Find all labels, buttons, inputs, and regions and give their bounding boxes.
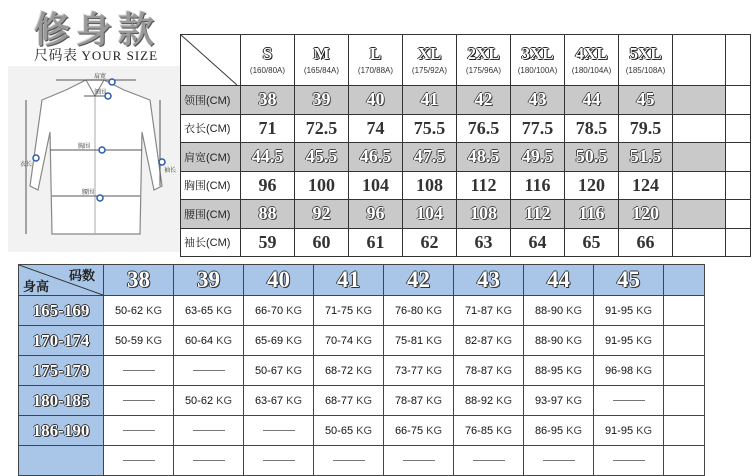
weight-range: 82-87 — [464, 334, 494, 347]
weight-unit: KG — [636, 424, 653, 437]
table-cell: 59 — [241, 228, 295, 257]
weight-unit: KG — [636, 334, 653, 347]
fit-cell — [314, 296, 384, 326]
table-cell: 72.5 — [295, 114, 349, 143]
empty-cell — [673, 35, 726, 86]
table-cell: 104 — [403, 200, 457, 229]
fit-cell — [524, 296, 594, 326]
fit-cell — [594, 386, 664, 416]
fit-row-height: 180-185 — [19, 386, 104, 416]
fit-row — [19, 356, 705, 386]
empty-cell — [673, 200, 726, 229]
garment-size-table — [180, 34, 751, 257]
fit-cell — [524, 416, 594, 446]
weight-unit: KG — [426, 334, 443, 347]
fit-cell — [174, 356, 244, 386]
fit-column-header: 44 — [524, 265, 594, 296]
fit-cell — [244, 386, 314, 416]
empty-cell — [726, 171, 751, 200]
empty-dash — [123, 460, 155, 461]
weight-range: 88-90 — [534, 304, 564, 317]
size-header: S (160/80A) — [241, 35, 295, 86]
table-row-collar — [181, 86, 751, 115]
fit-cell — [524, 386, 594, 416]
fit-row-height: 165-169 — [19, 296, 104, 326]
table-cell: 74 — [349, 114, 403, 143]
weight-unit: KG — [566, 334, 583, 347]
empty-cell — [664, 416, 705, 446]
table-cell: 100 — [295, 171, 349, 200]
weight-unit: KG — [216, 394, 233, 407]
table-cell: 45 — [619, 86, 673, 115]
table-cell: 116 — [565, 200, 619, 229]
fit-column-header: 42 — [384, 265, 454, 296]
table-cell: 51.5 — [619, 143, 673, 172]
weight-unit: KG — [636, 304, 653, 317]
fit-cell — [104, 446, 174, 476]
fit-cell — [104, 356, 174, 386]
empty-dash — [473, 460, 505, 461]
table-cell: 116 — [511, 171, 565, 200]
corner-diagonal — [181, 35, 237, 85]
table-cell: 92 — [295, 200, 349, 229]
fit-cell — [104, 296, 174, 326]
fit-row — [19, 326, 705, 356]
fit-row — [19, 416, 705, 446]
fit-cell — [104, 386, 174, 416]
table-cell: 108 — [403, 171, 457, 200]
table-cell: 112 — [511, 200, 565, 229]
table-cell: 47.5 — [403, 143, 457, 172]
fit-column-header: 41 — [314, 265, 384, 296]
table-cell: 120 — [565, 171, 619, 200]
weight-unit: KG — [286, 334, 303, 347]
fit-cell — [384, 296, 454, 326]
fit-cell — [524, 446, 594, 476]
weight-range: 50-67 — [254, 364, 284, 377]
fit-cell — [454, 326, 524, 356]
weight-range: 63-67 — [254, 394, 284, 407]
weight-range: 71-87 — [464, 304, 494, 317]
empty-dash — [263, 460, 295, 461]
empty-cell — [673, 114, 726, 143]
empty-cell — [664, 296, 705, 326]
weight-range: 88-92 — [464, 394, 494, 407]
fit-column-header: 45 — [594, 265, 664, 296]
fit-cell — [454, 416, 524, 446]
fit-header-row — [19, 265, 705, 296]
fit-cell — [594, 356, 664, 386]
fit-column-header: 38 — [104, 265, 174, 296]
table-cell: 120 — [619, 200, 673, 229]
weight-range: 91-95 — [604, 304, 634, 317]
table-row-shoulder — [181, 143, 751, 172]
empty-dash — [123, 430, 155, 431]
weight-unit: KG — [356, 394, 373, 407]
table-cell: 43 — [511, 86, 565, 115]
weight-unit: KG — [356, 334, 373, 347]
weight-range: 93-97 — [534, 394, 564, 407]
table-cell: 39 — [295, 86, 349, 115]
fit-cell — [384, 326, 454, 356]
empty-dash — [123, 370, 155, 371]
size-header: 2XL (175/96A) — [457, 35, 511, 86]
diagram-label-length: 衣长 — [20, 162, 33, 168]
weight-range: 60-64 — [184, 334, 214, 347]
weight-range: 86-95 — [534, 424, 564, 437]
fit-column-header: 40 — [244, 265, 314, 296]
fit-cell — [314, 446, 384, 476]
fit-table-corner — [19, 265, 104, 296]
fit-cell — [174, 326, 244, 356]
fit-cell — [454, 386, 524, 416]
table-cell: 50.5 — [565, 143, 619, 172]
fit-cell — [174, 296, 244, 326]
table-cell: 71 — [241, 114, 295, 143]
page-subtitle — [34, 45, 158, 65]
table-cell: 62 — [403, 228, 457, 257]
fit-cell — [384, 386, 454, 416]
table-cell: 112 — [457, 171, 511, 200]
weight-range: 88-95 — [534, 364, 564, 377]
fit-row-height: 175-179 — [19, 356, 104, 386]
corner-label-size: 码数 — [68, 268, 95, 283]
table-cell: 63 — [457, 228, 511, 257]
fit-cell — [314, 416, 384, 446]
weight-unit: KG — [496, 424, 513, 437]
empty-cell — [664, 265, 705, 296]
fit-cell — [244, 416, 314, 446]
fit-cell — [454, 446, 524, 476]
weight-unit: KG — [216, 334, 233, 347]
fit-cell — [174, 416, 244, 446]
row-label: 胸围(CM) — [181, 171, 241, 200]
table-row-length — [181, 114, 751, 143]
weight-range: 91-95 — [604, 334, 634, 347]
size-header: L (170/88A) — [349, 35, 403, 86]
empty-cell — [664, 386, 705, 416]
empty-dash — [193, 430, 225, 431]
weight-unit: KG — [426, 304, 443, 317]
row-label: 衣长(CM) — [181, 114, 241, 143]
table-cell: 75.5 — [403, 114, 457, 143]
weight-range: 78-87 — [394, 394, 424, 407]
empty-cell — [664, 326, 705, 356]
table-cell: 64 — [511, 228, 565, 257]
table-cell: 61 — [349, 228, 403, 257]
fit-cell — [174, 446, 244, 476]
weight-unit: KG — [566, 394, 583, 407]
weight-unit: KG — [146, 304, 163, 317]
table-cell: 41 — [403, 86, 457, 115]
table-cell: 38 — [241, 86, 295, 115]
row-label: 腰围(CM) — [181, 200, 241, 229]
empty-dash — [543, 460, 575, 461]
subtitle-cn: 尺码表 — [34, 49, 78, 64]
weight-range: 68-77 — [324, 394, 354, 407]
weight-range: 65-69 — [254, 334, 284, 347]
diagram-label-collar: 领围 — [94, 90, 107, 96]
table-cell: 44.5 — [241, 143, 295, 172]
empty-dash — [613, 460, 645, 461]
shirt-measurement-diagram — [8, 66, 180, 252]
fit-cell — [244, 446, 314, 476]
table-cell: 60 — [295, 228, 349, 257]
weight-range: 70-74 — [324, 334, 354, 347]
fit-column-header: 43 — [454, 265, 524, 296]
fit-recommendation-table — [18, 264, 705, 476]
weight-unit: KG — [286, 304, 303, 317]
weight-range: 76-80 — [394, 304, 424, 317]
weight-unit: KG — [566, 424, 583, 437]
weight-unit: KG — [356, 364, 373, 377]
diagram-label-shoulder: 肩宽 — [94, 74, 107, 80]
table-cell: 45.5 — [295, 143, 349, 172]
fit-cell — [454, 296, 524, 326]
empty-cell — [726, 200, 751, 229]
table-row-waist — [181, 200, 751, 229]
table-cell: 78.5 — [565, 114, 619, 143]
table-cell: 48.5 — [457, 143, 511, 172]
size-header-row — [181, 35, 751, 86]
weight-unit: KG — [496, 304, 513, 317]
table-cell: 44 — [565, 86, 619, 115]
fit-row — [19, 446, 705, 476]
weight-range: 50-62 — [184, 394, 214, 407]
weight-range: 91-95 — [604, 424, 634, 437]
weight-unit: KG — [426, 364, 443, 377]
table-cell: 104 — [349, 171, 403, 200]
table-cell: 46.5 — [349, 143, 403, 172]
weight-range: 96-98 — [604, 364, 634, 377]
size-header: XL (175/92A) — [403, 35, 457, 86]
table-cell: 79.5 — [619, 114, 673, 143]
table-cell: 76.5 — [457, 114, 511, 143]
weight-unit: KG — [636, 364, 653, 377]
weight-unit: KG — [566, 364, 583, 377]
fit-cell — [104, 416, 174, 446]
corner-label-height: 身高 — [23, 279, 50, 294]
weight-range: 88-90 — [534, 334, 564, 347]
diagram-label-sleeve: 袖长 — [164, 168, 177, 174]
fit-cell — [174, 386, 244, 416]
fit-column-header: 39 — [174, 265, 244, 296]
weight-unit: KG — [356, 424, 373, 437]
table-cell: 66 — [619, 228, 673, 257]
table-cell: 124 — [619, 171, 673, 200]
empty-dash — [193, 460, 225, 461]
fit-cell — [244, 326, 314, 356]
size-header: 3XL (180/100A) — [511, 35, 565, 86]
weight-range: 50-59 — [114, 334, 144, 347]
weight-unit: KG — [356, 304, 373, 317]
weight-unit: KG — [496, 364, 513, 377]
table-cell: 88 — [241, 200, 295, 229]
fit-cell — [314, 326, 384, 356]
row-label: 领围(CM) — [181, 86, 241, 115]
empty-cell — [726, 35, 751, 86]
weight-range: 63-65 — [184, 304, 214, 317]
empty-cell — [673, 171, 726, 200]
weight-range: 68-72 — [324, 364, 354, 377]
weight-range: 50-65 — [324, 424, 354, 437]
fit-cell — [524, 326, 594, 356]
table-cell: 49.5 — [511, 143, 565, 172]
empty-dash — [263, 430, 295, 431]
fit-cell — [384, 446, 454, 476]
weight-unit: KG — [146, 334, 163, 347]
weight-unit: KG — [426, 394, 443, 407]
fit-cell — [454, 356, 524, 386]
size-header: 4XL (180/104A) — [565, 35, 619, 86]
empty-dash — [613, 400, 645, 401]
table-cell: 77.5 — [511, 114, 565, 143]
weight-range: 71-75 — [324, 304, 354, 317]
table-row-chest — [181, 171, 751, 200]
weight-unit: KG — [286, 364, 303, 377]
empty-dash — [403, 460, 435, 461]
diagram-label-chest: 胸围 — [78, 144, 91, 150]
fit-cell — [384, 356, 454, 386]
table-cell: 40 — [349, 86, 403, 115]
table-cell: 42 — [457, 86, 511, 115]
empty-dash — [193, 370, 225, 371]
empty-dash — [123, 400, 155, 401]
weight-range: 66-70 — [254, 304, 284, 317]
table-cell: 96 — [349, 200, 403, 229]
weight-range: 73-77 — [394, 364, 424, 377]
fit-cell — [524, 356, 594, 386]
empty-cell — [664, 356, 705, 386]
table-corner — [181, 35, 241, 86]
weight-range: 76-85 — [464, 424, 494, 437]
empty-cell — [664, 446, 705, 476]
fit-cell — [384, 416, 454, 446]
empty-cell — [726, 228, 751, 257]
page-title: 修身款 — [34, 10, 161, 50]
diagram-label-waist: 腰围 — [82, 190, 95, 196]
subtitle-en: YOUR SIZE — [81, 48, 159, 63]
weight-range: 66-75 — [394, 424, 424, 437]
fit-row-height — [19, 446, 104, 476]
fit-cell — [594, 326, 664, 356]
empty-cell — [726, 114, 751, 143]
empty-cell — [726, 143, 751, 172]
empty-cell — [673, 228, 726, 257]
table-cell: 108 — [457, 200, 511, 229]
fit-cell — [244, 356, 314, 386]
fit-cell — [104, 326, 174, 356]
fit-row-height: 186-190 — [19, 416, 104, 446]
weight-unit: KG — [426, 424, 443, 437]
fit-cell — [314, 386, 384, 416]
weight-unit: KG — [496, 394, 513, 407]
row-label: 肩宽(CM) — [181, 143, 241, 172]
fit-row-height: 170-174 — [19, 326, 104, 356]
table-cell: 65 — [565, 228, 619, 257]
size-header: 5XL (185/108A) — [619, 35, 673, 86]
weight-unit: KG — [566, 304, 583, 317]
weight-range: 78-87 — [464, 364, 494, 377]
shirt-illustration — [8, 66, 180, 252]
table-row-sleeve — [181, 228, 751, 257]
table-cell: 96 — [241, 171, 295, 200]
empty-dash — [333, 460, 365, 461]
row-label: 袖长(CM) — [181, 228, 241, 257]
empty-cell — [673, 143, 726, 172]
weight-range: 75-81 — [394, 334, 424, 347]
size-header: M (165/84A) — [295, 35, 349, 86]
weight-unit: KG — [286, 394, 303, 407]
weight-unit: KG — [496, 334, 513, 347]
weight-unit: KG — [216, 304, 233, 317]
fit-cell — [244, 296, 314, 326]
fit-row — [19, 296, 705, 326]
empty-cell — [673, 86, 726, 115]
empty-cell — [726, 86, 751, 115]
fit-cell — [594, 416, 664, 446]
fit-cell — [314, 356, 384, 386]
weight-range: 50-62 — [114, 304, 144, 317]
fit-cell — [594, 296, 664, 326]
fit-row — [19, 386, 705, 416]
fit-cell — [594, 446, 664, 476]
